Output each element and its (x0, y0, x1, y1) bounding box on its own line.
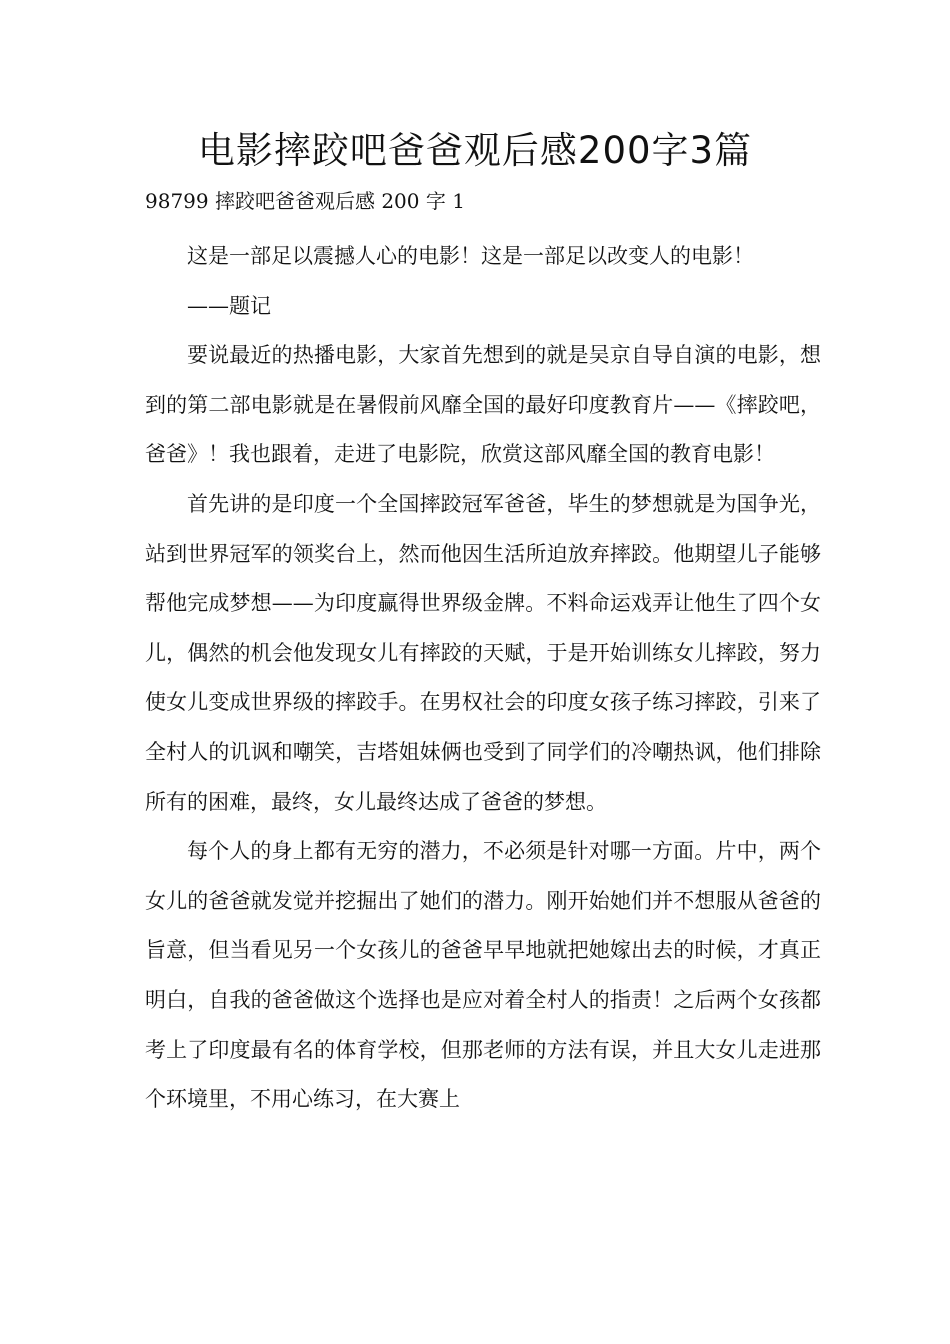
paragraph: ——题记 (187, 293, 271, 318)
paragraph: 这是一部足以震撼人心的电影！这是一部足以改变人的电影！ (187, 244, 754, 268)
paragraph: 首先讲的是印度一个全国摔跤冠军爸爸，毕生的梦想就是为国争光，站到世界冠军的领奖台上，然而他因生活所迫放弃摔跤。他期望儿子能够帮他完成梦想——为印度赢得世界级金牌。不料命运戏弄让他生了四个女儿，偶然的机会他发现女儿有摔跤的天赋，于是开始训练女儿摔跤，努力使女儿变成世界级的摔跤手。在男权社会的印度女孩子练习摔跤，引来了全村人的讥讽和嘲笑，吉塔姐妹俩也受到了同学们的冷嘲热讽，他们排除所有的困难，最终，女儿最终达成了爸爸的梦想。 (145, 491, 821, 814)
document-body (145, 232, 821, 1125)
page-title: 电影摔跤吧爸爸观后感200字3篇 (197, 129, 753, 172)
paragraph: 每个人的身上都有无穷的潜力，不必须是针对哪一方面。片中，两个女儿的爸爸就发觉并挖掘出了她们的潜力。刚开始她们并不想服从爸爸的旨意，但当看见另一个女孩儿的爸爸早早地就把她嫁出去的时候，才真正明白，自我的爸爸做这个选择也是应对着全村人的指责！之后两个女孩都考上了印度最有名的体育学校，但那老师的方法有误，并且大女儿走进那个环境里，不用心练习，在大赛上 (145, 839, 821, 1112)
paragraph: 要说最近的热播电影，大家首先想到的就是吴京自导自演的电影，想到的第二部电影就是在暑假前风靡全国的最好印度教育片——《摔跤吧，爸爸》！我也跟着，走进了电影院，欣赏这部风靡全国的教育电影！ (145, 343, 821, 467)
document-subtitle: 98799 摔跤吧爸爸观后感 200 字 1 (145, 189, 465, 213)
